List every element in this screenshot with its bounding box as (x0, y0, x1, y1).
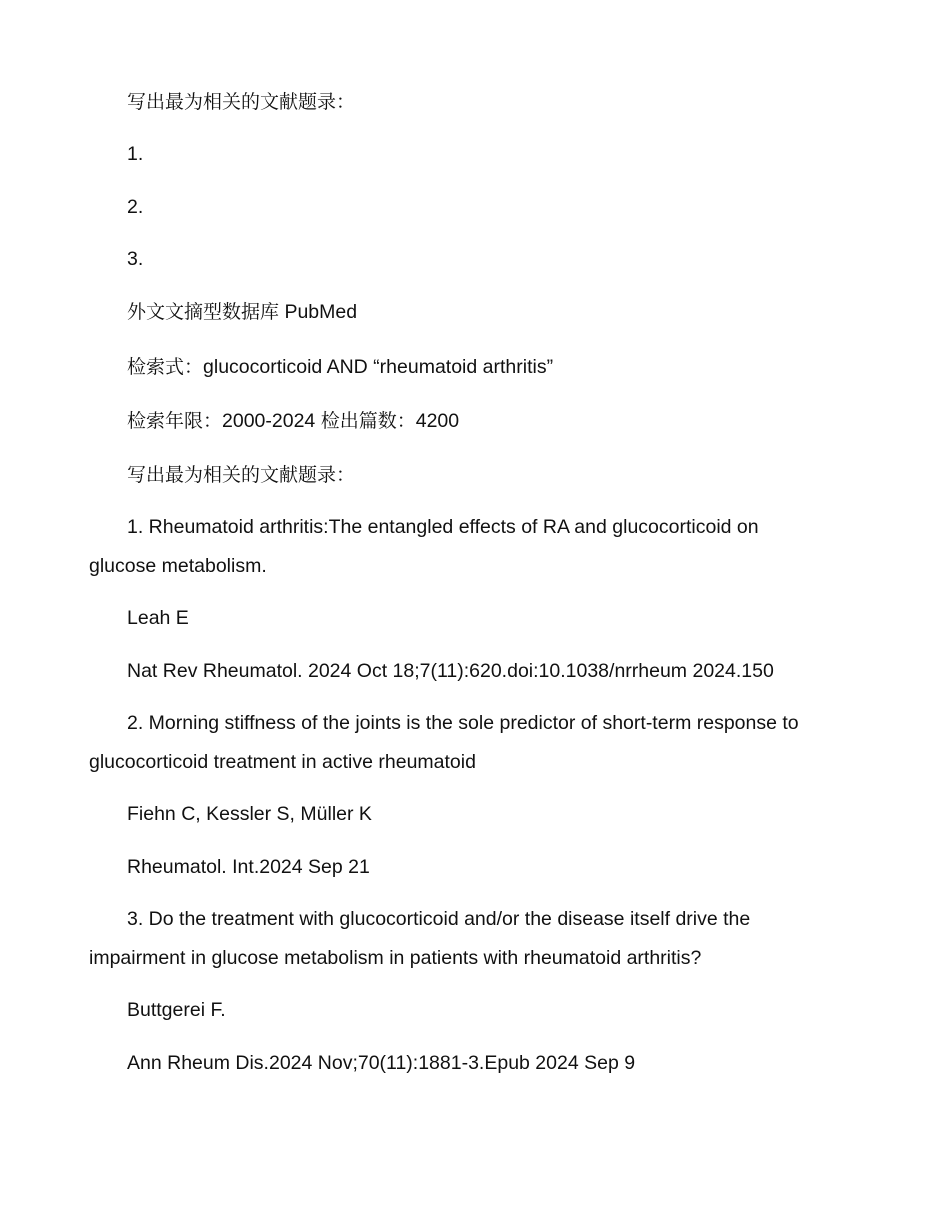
years-count-line (127, 409, 459, 433)
reference-1-authors: Leah E (127, 607, 189, 629)
query-label: 检索式： (127, 356, 204, 378)
reference-3-source: Ann Rheum Dis.2024 Nov;70(11):1881-3.Epub 2024 Sep 9 (127, 1052, 636, 1074)
empty-item-1: 1. (127, 143, 144, 165)
database-en-label: PubMed (284, 301, 358, 323)
empty-item-3: 3. (127, 248, 144, 270)
reference-1-title-line1: 1. Rheumatoid arthritis:The entangled effects of RA and glucocorticoid on (127, 516, 759, 538)
query-line (127, 355, 553, 379)
reference-2-authors: Fiehn C, Kessler S, Müller K (127, 803, 372, 825)
empty-item-2: 2. (127, 196, 144, 218)
database-line (127, 300, 357, 324)
reference-3-title-line1: 3. Do the treatment with glucocorticoid and/or the disease itself drive the (127, 908, 751, 930)
query-value: glucocorticoid AND “rheumatoid arthritis” (203, 356, 554, 378)
prompt-bottom: 写出最为相关的文献题录： (127, 464, 356, 486)
reference-2-source: Rheumatol. Int.2024 Sep 21 (127, 856, 370, 878)
reference-2-title-line1: 2. Morning stiffness of the joints is the sole predictor of short-term response to (127, 712, 799, 734)
years-value: 2000-2024 (222, 410, 316, 432)
reference-3-authors: Buttgerei F. (127, 999, 226, 1021)
prompt-top: 写出最为相关的文献题录： (127, 91, 356, 113)
count-value: 4200 (415, 410, 460, 432)
reference-1-title-line2: glucose metabolism. (89, 555, 267, 577)
reference-2-title-line2: glucocorticoid treatment in active rheumatoid (89, 751, 476, 773)
years-label: 检索年限： (127, 410, 223, 432)
reference-3-title-line2: impairment in glucose metabolism in patients with rheumatoid arthritis? (89, 947, 702, 969)
reference-1-source: Nat Rev Rheumatol. 2024 Oct 18;7(11):620.doi:10.1038/nrrheum 2024.150 (127, 660, 774, 682)
count-label: 检出篇数： (320, 410, 416, 432)
database-cn-label: 外文文摘型数据库 (127, 301, 280, 323)
